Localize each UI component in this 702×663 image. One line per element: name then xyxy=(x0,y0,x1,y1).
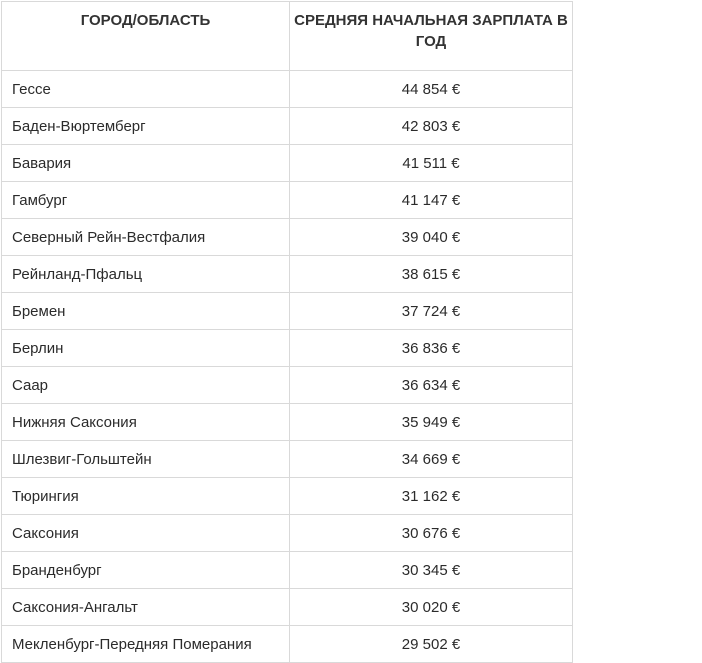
salary-cell: 30 020 € xyxy=(290,589,573,626)
region-cell: Саксония-Ангальт xyxy=(2,589,290,626)
salary-cell: 44 854 € xyxy=(290,71,573,108)
header-row xyxy=(2,2,573,71)
salary-cell: 30 345 € xyxy=(290,552,573,589)
salary-cell: 29 502 € xyxy=(290,626,573,663)
salary-cell: 39 040 € xyxy=(290,219,573,256)
table-row xyxy=(2,219,573,256)
salary-cell: 36 836 € xyxy=(290,330,573,367)
table-row xyxy=(2,626,573,663)
region-cell: Баден-Вюртемберг xyxy=(2,108,290,145)
region-cell: Бавария xyxy=(2,145,290,182)
region-cell: Тюрингия xyxy=(2,478,290,515)
column-header-salary: СРЕДНЯЯ НАЧАЛЬНАЯ ЗАРПЛАТА В ГОД xyxy=(290,2,573,71)
table-row xyxy=(2,108,573,145)
salary-cell: 36 634 € xyxy=(290,367,573,404)
region-cell: Мекленбург-Передняя Померания xyxy=(2,626,290,663)
table-row xyxy=(2,293,573,330)
region-cell: Бранденбург xyxy=(2,552,290,589)
salary-cell: 42 803 € xyxy=(290,108,573,145)
salary-cell: 31 162 € xyxy=(290,478,573,515)
region-cell: Саксония xyxy=(2,515,290,552)
table-header xyxy=(2,2,573,71)
region-cell: Северный Рейн-Вестфалия xyxy=(2,219,290,256)
region-cell: Рейнланд-Пфальц xyxy=(2,256,290,293)
table-row xyxy=(2,182,573,219)
salary-table xyxy=(1,1,573,663)
table-row xyxy=(2,71,573,108)
table-row xyxy=(2,404,573,441)
salary-cell: 38 615 € xyxy=(290,256,573,293)
table-row xyxy=(2,441,573,478)
region-cell: Бремен xyxy=(2,293,290,330)
region-cell: Берлин xyxy=(2,330,290,367)
table-row xyxy=(2,256,573,293)
salary-cell: 35 949 € xyxy=(290,404,573,441)
table-row xyxy=(2,478,573,515)
region-cell: Гессе xyxy=(2,71,290,108)
salary-cell: 41 147 € xyxy=(290,182,573,219)
salary-cell: 37 724 € xyxy=(290,293,573,330)
table-row xyxy=(2,552,573,589)
salary-cell: 30 676 € xyxy=(290,515,573,552)
table-row xyxy=(2,515,573,552)
table-row xyxy=(2,330,573,367)
salary-cell: 34 669 € xyxy=(290,441,573,478)
region-cell: Саар xyxy=(2,367,290,404)
table-row xyxy=(2,145,573,182)
salary-cell: 41 511 € xyxy=(290,145,573,182)
region-cell: Шлезвиг-Гольштейн xyxy=(2,441,290,478)
table-row xyxy=(2,589,573,626)
region-cell: Гамбург xyxy=(2,182,290,219)
region-cell: Нижняя Саксония xyxy=(2,404,290,441)
table-row xyxy=(2,367,573,404)
table-body xyxy=(2,71,573,663)
column-header-region: ГОРОД/ОБЛАСТЬ xyxy=(2,2,290,71)
